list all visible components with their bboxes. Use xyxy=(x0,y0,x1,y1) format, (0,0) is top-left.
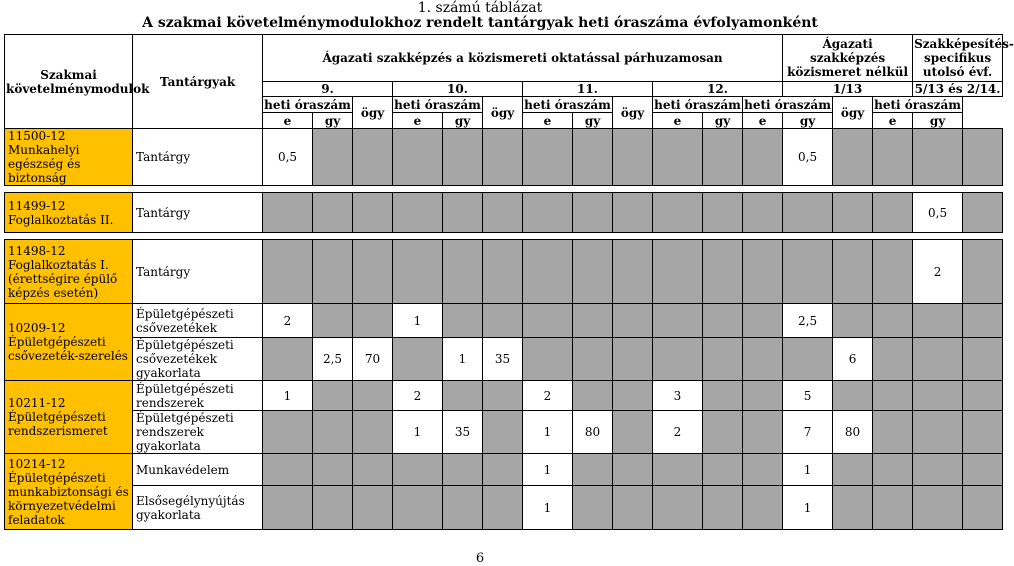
shaded-cell xyxy=(573,338,613,381)
shaded-cell xyxy=(703,411,743,454)
shaded-cell xyxy=(313,486,353,530)
subject-cell: Munkavédelem xyxy=(133,454,263,486)
shaded-cell xyxy=(483,240,523,304)
shaded-cell xyxy=(873,304,913,338)
weekly-hours: heti óraszám xyxy=(654,97,741,112)
shaded-cell xyxy=(873,193,913,233)
shaded-cell xyxy=(313,193,353,233)
shaded-cell xyxy=(483,129,523,186)
table-title: A szakmai követelménymodulokhoz rendelt tantárgyak heti óraszáma évfolyamonként xyxy=(142,15,818,31)
shaded-cell xyxy=(743,193,783,233)
shaded-cell xyxy=(833,454,873,486)
subject-cell: Épületgépészeti csővezetékek xyxy=(133,304,263,338)
shaded-cell xyxy=(703,454,743,486)
shaded-cell xyxy=(613,411,653,454)
shaded-cell xyxy=(743,381,783,411)
year-10: 10. xyxy=(393,82,523,97)
shaded-cell xyxy=(613,338,653,381)
shaded-cell xyxy=(353,486,393,530)
table-row xyxy=(5,193,1003,233)
shaded-cell xyxy=(743,338,783,381)
ogy-label: ögy xyxy=(613,97,653,129)
table-row xyxy=(5,381,1003,411)
shaded-cell xyxy=(613,193,653,233)
shaded-cell xyxy=(963,381,1003,411)
year-5-13-2-14: 5/13 és 2/14. xyxy=(913,82,1003,97)
shaded-cell xyxy=(523,304,573,338)
subject-cell: Épületgépészeti csővezetékek gyakorlata xyxy=(133,338,263,381)
value-cell: 6 xyxy=(833,338,873,381)
module-cell: 11500-12 Munkahelyi egészség és biztonság xyxy=(5,129,133,186)
gy-label: gy xyxy=(573,113,613,129)
shaded-cell xyxy=(703,381,743,411)
value-cell: 1 xyxy=(523,454,573,486)
shaded-cell xyxy=(743,454,783,486)
weekly-hours: heti óraszám xyxy=(524,97,611,112)
table-row xyxy=(5,304,1003,338)
value-cell: 1 xyxy=(393,304,443,338)
shaded-cell xyxy=(353,381,393,411)
subject-cell: Tantárgy xyxy=(133,193,263,233)
shaded-cell xyxy=(703,486,743,530)
subject-cell: Tantárgy xyxy=(133,240,263,304)
gy-label: gy xyxy=(703,113,743,129)
shaded-cell xyxy=(873,240,913,304)
value-cell: 0,5 xyxy=(263,129,313,186)
shaded-cell xyxy=(573,240,613,304)
shaded-cell xyxy=(653,338,703,381)
shaded-cell xyxy=(313,240,353,304)
value-cell: 35 xyxy=(443,411,483,454)
shaded-cell xyxy=(873,486,913,530)
shaded-cell xyxy=(653,193,703,233)
shaded-cell xyxy=(743,486,783,530)
shaded-cell xyxy=(913,129,963,186)
table-row xyxy=(5,454,1003,486)
header-modules: Szakmai követelménymodulok xyxy=(5,35,133,129)
shaded-cell xyxy=(613,304,653,338)
curriculum-table xyxy=(4,34,1014,530)
value-cell: 2,5 xyxy=(783,304,833,338)
header-subjects: Tantárgyak xyxy=(133,35,263,129)
value-cell: 7 xyxy=(783,411,833,454)
shaded-cell xyxy=(443,193,483,233)
shaded-cell xyxy=(913,381,963,411)
value-cell: 2 xyxy=(653,411,703,454)
value-cell: 2 xyxy=(393,381,443,411)
shaded-cell xyxy=(353,193,393,233)
shaded-cell xyxy=(313,129,353,186)
header-parallel-training: Ágazati szakképzés a közismereti oktatással párhuzamosan xyxy=(263,35,783,82)
module-cell: 11498-12 Foglalkoztatás I. (érettségire épülő képzés esetén) xyxy=(5,240,133,304)
shaded-cell xyxy=(523,240,573,304)
e-label: e xyxy=(393,113,443,129)
header-training-without: Ágazati szakképzés közismeret nélkül xyxy=(783,35,913,82)
year-9: 9. xyxy=(263,82,393,97)
shaded-cell xyxy=(263,338,313,381)
e-label: e xyxy=(523,113,573,129)
shaded-cell xyxy=(743,304,783,338)
shaded-cell xyxy=(913,454,963,486)
shaded-cell xyxy=(353,411,393,454)
value-cell: 1 xyxy=(263,381,313,411)
e-label: e xyxy=(653,113,703,129)
shaded-cell xyxy=(263,454,313,486)
table-row xyxy=(5,240,1003,304)
value-cell: 1 xyxy=(523,411,573,454)
shaded-cell xyxy=(443,486,483,530)
shaded-cell xyxy=(313,381,353,411)
value-cell: 0,5 xyxy=(783,129,833,186)
shaded-cell xyxy=(573,129,613,186)
ogy-label: ögy xyxy=(353,97,393,129)
shaded-cell xyxy=(963,454,1003,486)
shaded-cell xyxy=(653,486,703,530)
shaded-cell xyxy=(263,486,313,530)
shaded-cell xyxy=(613,129,653,186)
shaded-cell xyxy=(703,304,743,338)
shaded-cell xyxy=(313,454,353,486)
module-cell: 10214-12 Épületgépészeti munkabiztonsági és környezetvédelmi feladatok xyxy=(5,454,133,530)
gy-label: gy xyxy=(443,113,483,129)
module-cell: 10209-12 Épületgépészeti csővezeték-szerelés xyxy=(5,304,133,381)
shaded-cell xyxy=(963,411,1003,454)
shaded-cell xyxy=(523,129,573,186)
weekly-hours: heti óraszám xyxy=(264,97,351,112)
weekly-hours: heti óraszám xyxy=(744,97,831,112)
header-specific-final: Szakképesítés-specifikus utolsó évf. xyxy=(913,35,1003,82)
table-row xyxy=(5,129,1003,186)
shaded-cell xyxy=(913,411,963,454)
value-cell: 80 xyxy=(833,411,873,454)
shaded-cell xyxy=(743,411,783,454)
shaded-cell xyxy=(833,240,873,304)
shaded-cell xyxy=(963,304,1003,338)
value-cell: 1 xyxy=(443,338,483,381)
year-12: 12. xyxy=(653,82,783,97)
shaded-cell xyxy=(873,454,913,486)
shaded-cell xyxy=(393,454,443,486)
shaded-cell xyxy=(703,193,743,233)
e-label: e xyxy=(743,113,783,129)
shaded-cell xyxy=(913,486,963,530)
shaded-cell xyxy=(833,304,873,338)
shaded-cell xyxy=(703,129,743,186)
year-11: 11. xyxy=(523,82,653,97)
shaded-cell xyxy=(873,381,913,411)
shaded-cell xyxy=(263,411,313,454)
shaded-cell xyxy=(353,240,393,304)
value-cell: 2 xyxy=(913,240,963,304)
value-cell: 5 xyxy=(783,381,833,411)
value-cell: 2 xyxy=(263,304,313,338)
table-number: 1. számú táblázat xyxy=(417,0,543,16)
module-cell: 11499-12 Foglalkoztatás II. xyxy=(5,193,133,233)
shaded-cell xyxy=(783,193,833,233)
ogy-label: ögy xyxy=(833,97,873,129)
shaded-cell xyxy=(613,486,653,530)
table-row xyxy=(5,486,1003,530)
shaded-cell xyxy=(393,129,443,186)
shaded-cell xyxy=(873,411,913,454)
shaded-cell xyxy=(743,129,783,186)
shaded-cell xyxy=(703,240,743,304)
shaded-cell xyxy=(483,193,523,233)
shaded-cell xyxy=(483,304,523,338)
shaded-cell xyxy=(483,411,523,454)
shaded-cell xyxy=(443,240,483,304)
shaded-cell xyxy=(353,129,393,186)
shaded-cell xyxy=(573,304,613,338)
module-cell: 10211-12 Épületgépészeti rendszerismeret xyxy=(5,381,133,454)
shaded-cell xyxy=(523,338,573,381)
shaded-cell xyxy=(913,338,963,381)
shaded-cell xyxy=(443,129,483,186)
shaded-cell xyxy=(573,193,613,233)
shaded-cell xyxy=(833,486,873,530)
shaded-cell xyxy=(523,193,573,233)
shaded-cell xyxy=(653,129,703,186)
year-1-13: 1/13 xyxy=(783,82,913,97)
shaded-cell xyxy=(743,240,783,304)
value-cell: 0,5 xyxy=(913,193,963,233)
shaded-cell xyxy=(393,486,443,530)
shaded-cell xyxy=(963,129,1003,186)
value-cell: 1 xyxy=(523,486,573,530)
shaded-cell xyxy=(833,193,873,233)
shaded-cell xyxy=(653,454,703,486)
shaded-cell xyxy=(613,240,653,304)
gy-label: gy xyxy=(313,113,353,129)
shaded-cell xyxy=(573,486,613,530)
shaded-cell xyxy=(353,454,393,486)
shaded-cell xyxy=(443,304,483,338)
value-cell: 1 xyxy=(783,454,833,486)
subject-cell: Elsősegélynyújtás gyakorlata xyxy=(133,486,263,530)
e-label: e xyxy=(873,113,913,129)
shaded-cell xyxy=(833,129,873,186)
shaded-cell xyxy=(353,304,393,338)
e-label: e xyxy=(263,113,313,129)
shaded-cell xyxy=(313,304,353,338)
value-cell: 70 xyxy=(353,338,393,381)
shaded-cell xyxy=(653,240,703,304)
shaded-cell xyxy=(573,381,613,411)
gy-label: gy xyxy=(783,113,833,129)
ogy-label: ögy xyxy=(483,97,523,129)
value-cell: 35 xyxy=(483,338,523,381)
shaded-cell xyxy=(783,338,833,381)
gy-label: gy xyxy=(913,113,963,129)
shaded-cell xyxy=(783,240,833,304)
subject-cell: Tantárgy xyxy=(133,129,263,186)
value-cell: 2,5 xyxy=(313,338,353,381)
value-cell: 80 xyxy=(573,411,613,454)
shaded-cell xyxy=(393,193,443,233)
value-cell: 3 xyxy=(653,381,703,411)
value-cell: 1 xyxy=(393,411,443,454)
table-row xyxy=(5,338,1003,381)
shaded-cell xyxy=(963,486,1003,530)
shaded-cell xyxy=(443,381,483,411)
value-cell: 2 xyxy=(523,381,573,411)
shaded-cell xyxy=(963,338,1003,381)
table-row xyxy=(5,411,1003,454)
shaded-cell xyxy=(873,129,913,186)
subject-cell: Épületgépészeti rendszerek gyakorlata xyxy=(133,411,263,454)
value-cell: 1 xyxy=(783,486,833,530)
shaded-cell xyxy=(313,411,353,454)
shaded-cell xyxy=(703,338,743,381)
shaded-cell xyxy=(613,381,653,411)
shaded-cell xyxy=(913,304,963,338)
shaded-cell xyxy=(613,454,653,486)
shaded-cell xyxy=(573,454,613,486)
shaded-cell xyxy=(483,381,523,411)
shaded-cell xyxy=(873,338,913,381)
shaded-cell xyxy=(963,240,1003,304)
shaded-cell xyxy=(483,486,523,530)
shaded-cell xyxy=(833,381,873,411)
shaded-cell xyxy=(653,304,703,338)
shaded-cell xyxy=(263,193,313,233)
shaded-cell xyxy=(483,454,523,486)
shaded-cell xyxy=(443,454,483,486)
shaded-cell xyxy=(963,193,1003,233)
shaded-cell xyxy=(263,240,313,304)
shaded-cell xyxy=(393,338,443,381)
page-number: 6 xyxy=(475,551,485,566)
shaded-cell xyxy=(393,240,443,304)
subject-cell: Épületgépészeti rendszerek xyxy=(133,381,263,411)
weekly-hours: heti óraszám xyxy=(394,97,481,112)
weekly-hours: heti óraszám xyxy=(874,97,961,112)
